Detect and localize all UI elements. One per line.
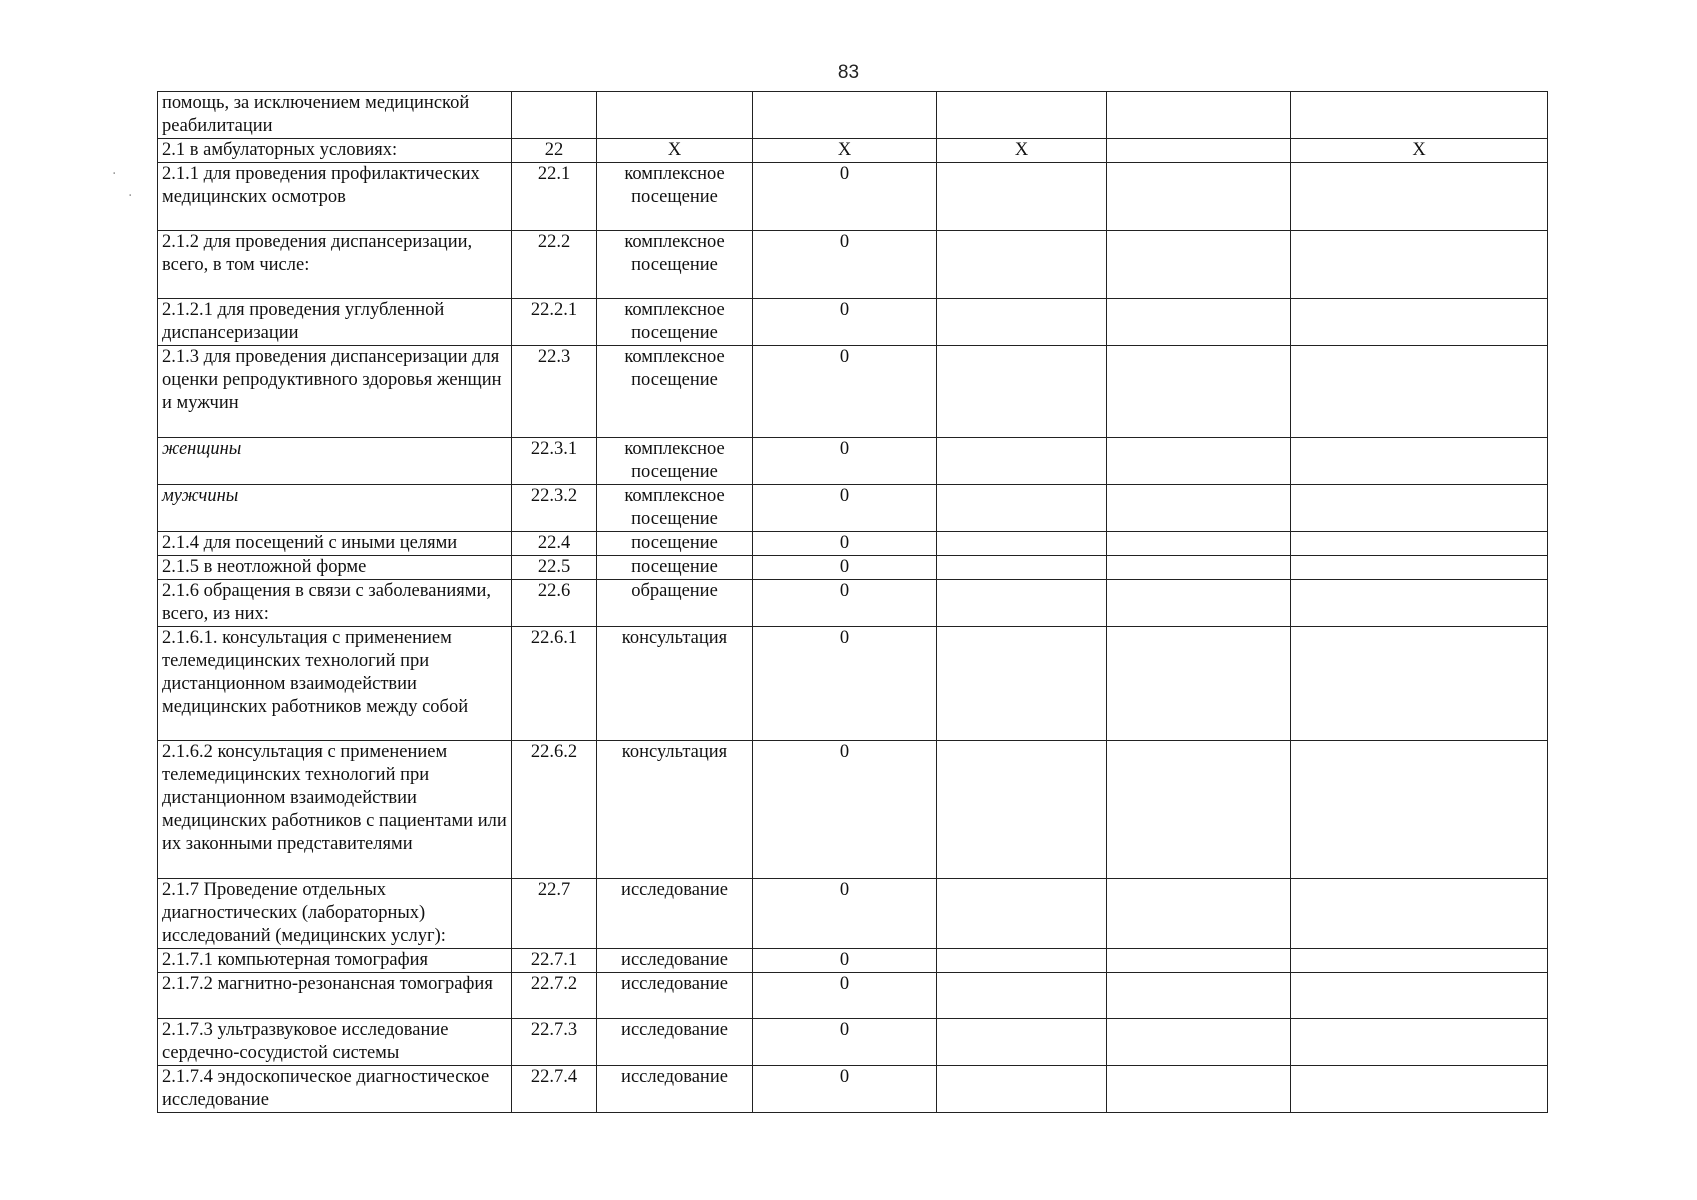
- row-col6-cell: [1107, 346, 1291, 438]
- row-col7-cell: [1291, 556, 1548, 580]
- row-unit-cell: комплексное посещение: [597, 163, 753, 231]
- row-col7-cell: [1291, 92, 1548, 139]
- row-label-cell: женщины: [158, 438, 512, 485]
- row-code-cell: 22.7.4: [512, 1066, 597, 1113]
- row-value-cell: 0: [753, 299, 937, 346]
- row-unit-cell: исследование: [597, 879, 753, 949]
- row-label-cell: 2.1.5 в неотложной форме: [158, 556, 512, 580]
- row-col7-cell: [1291, 1019, 1548, 1066]
- row-value-cell: 0: [753, 580, 937, 627]
- row-col6-cell: [1107, 1019, 1291, 1066]
- row-label-cell: мужчины: [158, 485, 512, 532]
- row-value-cell: 0: [753, 973, 937, 1019]
- row-col6-cell: [1107, 163, 1291, 231]
- row-col7-cell: [1291, 949, 1548, 973]
- row-col6-cell: [1107, 741, 1291, 879]
- row-unit-cell: X: [597, 139, 753, 163]
- statistics-table: [157, 91, 1547, 1113]
- row-col5-cell: [937, 1019, 1107, 1066]
- row-col6-cell: [1107, 580, 1291, 627]
- row-col7-cell: [1291, 973, 1548, 1019]
- row-col5-cell: [937, 741, 1107, 879]
- row-code-cell: 22.4: [512, 532, 597, 556]
- row-col6-cell: [1107, 627, 1291, 741]
- table-row: [158, 741, 1548, 879]
- row-label-cell: 2.1.1 для проведения профилактических медицинских осмотров: [158, 163, 512, 231]
- table-row: [158, 231, 1548, 299]
- row-col7-cell: [1291, 346, 1548, 438]
- row-col7-cell: [1291, 485, 1548, 532]
- row-value-cell: 0: [753, 532, 937, 556]
- row-unit-cell: исследование: [597, 1019, 753, 1066]
- row-col5-cell: X: [937, 139, 1107, 163]
- row-col6-cell: [1107, 973, 1291, 1019]
- row-label-cell: 2.1.2.1 для проведения углубленной диспансеризации: [158, 299, 512, 346]
- row-value-cell: 0: [753, 163, 937, 231]
- row-code-cell: 22.7.2: [512, 973, 597, 1019]
- row-col5-cell: [937, 485, 1107, 532]
- row-label-cell: 2.1.2 для проведения диспансеризации, всего, в том числе:: [158, 231, 512, 299]
- row-col6-cell: [1107, 485, 1291, 532]
- row-code-cell: 22.6.2: [512, 741, 597, 879]
- row-code-cell: 22.2.1: [512, 299, 597, 346]
- table-row: [158, 485, 1548, 532]
- row-value-cell: 0: [753, 949, 937, 973]
- row-value-cell: 0: [753, 346, 937, 438]
- scan-artifact: ·: [128, 188, 133, 204]
- row-col6-cell: [1107, 139, 1291, 163]
- row-label-cell: помощь, за исключением медицинской реабилитации: [158, 92, 512, 139]
- row-unit-cell: комплексное посещение: [597, 346, 753, 438]
- row-col5-cell: [937, 231, 1107, 299]
- row-col6-cell: [1107, 879, 1291, 949]
- row-col5-cell: [937, 973, 1107, 1019]
- table-row: [158, 438, 1548, 485]
- row-code-cell: 22.6: [512, 580, 597, 627]
- scan-artifact: ·: [112, 166, 117, 182]
- row-value-cell: 0: [753, 1066, 937, 1113]
- row-col5-cell: [937, 1066, 1107, 1113]
- row-col6-cell: [1107, 231, 1291, 299]
- table-row: [158, 532, 1548, 556]
- row-col5-cell: [937, 299, 1107, 346]
- row-col5-cell: [937, 92, 1107, 139]
- row-col6-cell: [1107, 532, 1291, 556]
- row-value-cell: 0: [753, 556, 937, 580]
- row-col6-cell: [1107, 438, 1291, 485]
- row-label-cell: 2.1.7.4 эндоскопическое диагностическое исследование: [158, 1066, 512, 1113]
- row-value-cell: 0: [753, 231, 937, 299]
- row-label-cell: 2.1.6 обращения в связи с заболеваниями, всего, из них:: [158, 580, 512, 627]
- table-row: [158, 879, 1548, 949]
- row-code-cell: 22.2: [512, 231, 597, 299]
- row-col5-cell: [937, 949, 1107, 973]
- row-code-cell: 22.3.1: [512, 438, 597, 485]
- row-code-cell: [512, 92, 597, 139]
- row-col7-cell: [1291, 231, 1548, 299]
- table-row: [158, 1066, 1548, 1113]
- table-row: [158, 973, 1548, 1019]
- table-row: [158, 92, 1548, 139]
- row-unit-cell: комплексное посещение: [597, 438, 753, 485]
- row-col7-cell: [1291, 879, 1548, 949]
- table-row: [158, 163, 1548, 231]
- row-col5-cell: [937, 556, 1107, 580]
- row-unit-cell: консультация: [597, 627, 753, 741]
- row-value-cell: 0: [753, 627, 937, 741]
- row-value-cell: 0: [753, 879, 937, 949]
- row-col7-cell: [1291, 532, 1548, 556]
- table-row: [158, 346, 1548, 438]
- row-col6-cell: [1107, 92, 1291, 139]
- row-code-cell: 22.7.1: [512, 949, 597, 973]
- row-unit-cell: комплексное посещение: [597, 299, 753, 346]
- row-col7-cell: [1291, 627, 1548, 741]
- row-label-cell: 2.1.7.3 ультразвуковое исследование сердечно-сосудистой системы: [158, 1019, 512, 1066]
- row-col7-cell: [1291, 299, 1548, 346]
- row-code-cell: 22.7.3: [512, 1019, 597, 1066]
- row-col5-cell: [937, 163, 1107, 231]
- row-unit-cell: посещение: [597, 532, 753, 556]
- row-col5-cell: [937, 879, 1107, 949]
- row-col6-cell: [1107, 556, 1291, 580]
- row-col6-cell: [1107, 1066, 1291, 1113]
- page-number: 83: [837, 62, 860, 83]
- table-row: [158, 580, 1548, 627]
- row-label-cell: 2.1 в амбулаторных условиях:: [158, 139, 512, 163]
- row-label-cell: 2.1.3 для проведения диспансеризации для оценки репродуктивного здоровья женщин и мужчин: [158, 346, 512, 438]
- row-label-cell: 2.1.7 Проведение отдельных диагностических (лабораторных) исследований (медицинских услуг):: [158, 879, 512, 949]
- row-col5-cell: [937, 580, 1107, 627]
- row-value-cell: 0: [753, 741, 937, 879]
- row-value-cell: 0: [753, 485, 937, 532]
- row-unit-cell: исследование: [597, 1066, 753, 1113]
- table-row: [158, 627, 1548, 741]
- row-label-cell: 2.1.6.1. консультация с применением телемедицинских технологий при дистанционном взаимодействии медицинских работников между собой: [158, 627, 512, 741]
- row-unit-cell: консультация: [597, 741, 753, 879]
- row-unit-cell: исследование: [597, 949, 753, 973]
- row-col7-cell: [1291, 438, 1548, 485]
- row-code-cell: 22: [512, 139, 597, 163]
- row-col7-cell: [1291, 741, 1548, 879]
- row-unit-cell: [597, 92, 753, 139]
- row-code-cell: 22.3.2: [512, 485, 597, 532]
- row-col7-cell: [1291, 580, 1548, 627]
- row-code-cell: 22.1: [512, 163, 597, 231]
- row-label-cell: 2.1.7.2 магнитно-резонансная томография: [158, 973, 512, 1019]
- row-value-cell: X: [753, 139, 937, 163]
- row-code-cell: 22.5: [512, 556, 597, 580]
- row-unit-cell: обращение: [597, 580, 753, 627]
- row-col7-cell: X: [1291, 139, 1548, 163]
- row-unit-cell: комплексное посещение: [597, 231, 753, 299]
- row-unit-cell: посещение: [597, 556, 753, 580]
- row-col5-cell: [937, 627, 1107, 741]
- row-col5-cell: [937, 438, 1107, 485]
- row-col5-cell: [937, 346, 1107, 438]
- row-code-cell: 22.7: [512, 879, 597, 949]
- row-code-cell: 22.3: [512, 346, 597, 438]
- row-label-cell: 2.1.4 для посещений с иными целями: [158, 532, 512, 556]
- row-value-cell: [753, 92, 937, 139]
- row-col5-cell: [937, 532, 1107, 556]
- row-col7-cell: [1291, 163, 1548, 231]
- row-col7-cell: [1291, 1066, 1548, 1113]
- row-label-cell: 2.1.6.2 консультация с применением телемедицинских технологий при дистанционном взаимодействии медицинских работников с пациентами или их законными представителями: [158, 741, 512, 879]
- row-unit-cell: исследование: [597, 973, 753, 1019]
- row-unit-cell: комплексное посещение: [597, 485, 753, 532]
- row-col6-cell: [1107, 299, 1291, 346]
- row-value-cell: 0: [753, 438, 937, 485]
- table-row: [158, 1019, 1548, 1066]
- row-code-cell: 22.6.1: [512, 627, 597, 741]
- row-value-cell: 0: [753, 1019, 937, 1066]
- row-label-cell: 2.1.7.1 компьютерная томография: [158, 949, 512, 973]
- table-row: [158, 299, 1548, 346]
- table-row: [158, 139, 1548, 163]
- table-row: [158, 949, 1548, 973]
- table-row: [158, 556, 1548, 580]
- row-col6-cell: [1107, 949, 1291, 973]
